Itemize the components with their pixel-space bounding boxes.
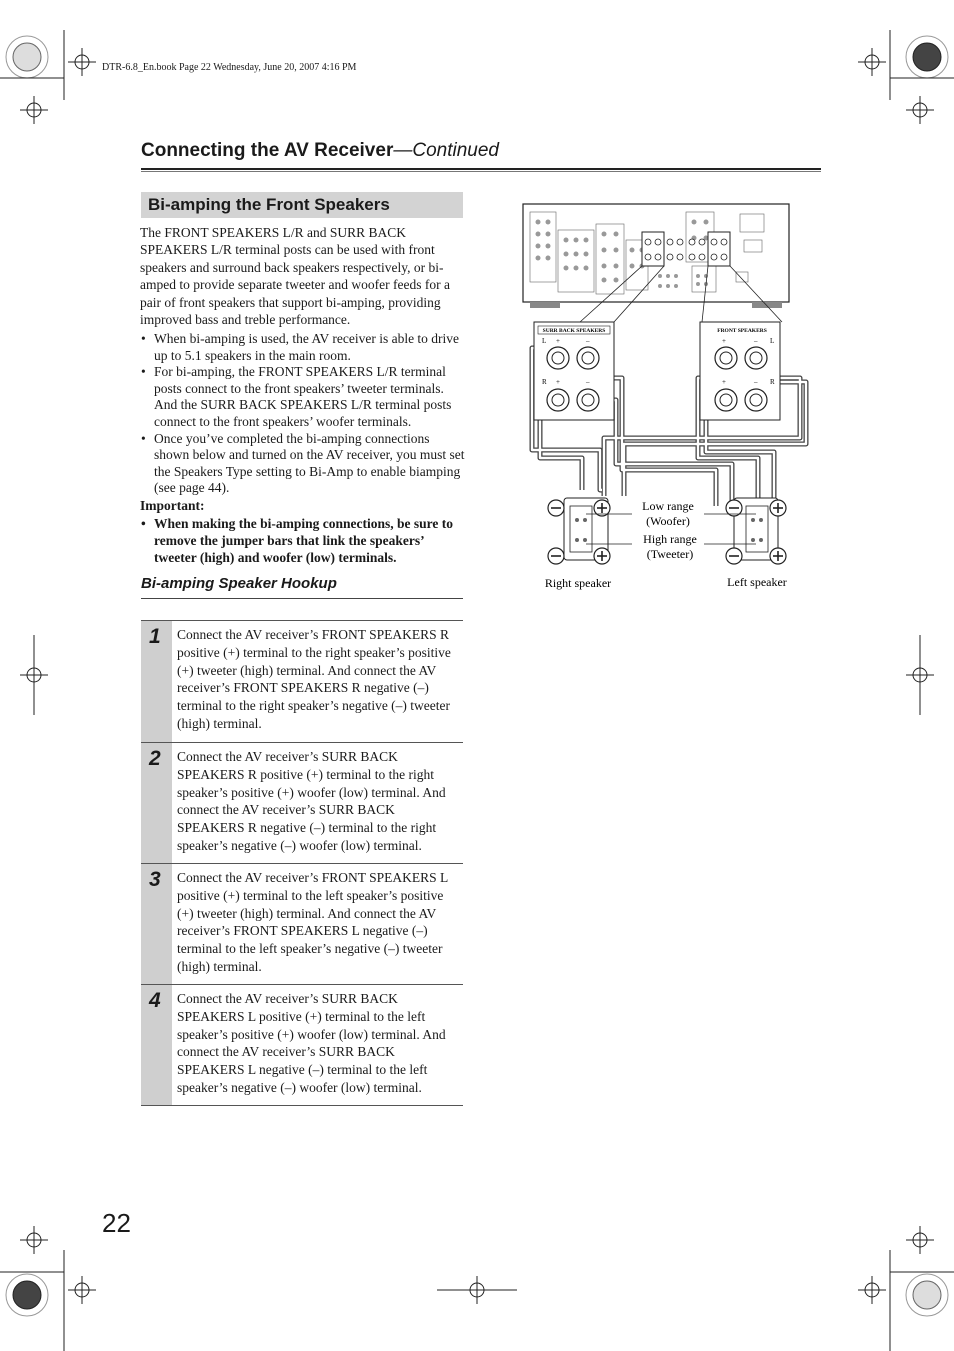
- tweeter-label: (Tweeter): [646, 547, 694, 561]
- bullet-item: • For bi-amping, the FRONT SPEAKERS L/R terminal posts connect to the front speakers’ tweeter terminals. And the SURR BACK SPEAKERS L/R terminal posts connect to the front speakers’ woofer terminals.: [140, 364, 465, 430]
- step-number: 4: [141, 985, 172, 1105]
- step-number: 1: [141, 621, 172, 742]
- header-rule: [141, 168, 821, 170]
- step-number: 3: [141, 864, 172, 984]
- intro-paragraph: The FRONT SPEAKERS L/R and SURR BACK SPEAKERS L/R terminal posts can be used with front speakers and surround back speakers respectively, or bi-amped to provide separate tweeter and woofer feeds for a pair of front speakers that support bi-amping, providing improved bass and treble performance.: [140, 225, 450, 328]
- page-title-continued: —Continued: [393, 140, 499, 161]
- low-range-label: Low range: [642, 499, 694, 513]
- important-note: • When making the bi-amping connections, be sure to remove the jumper bars that link the speakers’ tweeter (high) and woofer (low) terminals.: [140, 516, 465, 566]
- surr-back-label: SURR BACK SPEAKERS: [542, 328, 606, 334]
- step-text: Connect the AV receiver’s SURR BACK SPEAKERS R positive (+) terminal to the right speaker’s positive (+) woofer (low) terminal. And connect the AV receiver’s SURR BACK SPEAKERS R negative (–) terminal to the right speaker’s negative (–) woofer (low) terminal.: [177, 749, 446, 853]
- high-range-label: High range: [643, 532, 697, 546]
- plus-label: +: [556, 337, 560, 345]
- right-speaker-terminals: [548, 498, 610, 564]
- terminal-label-l: L: [542, 337, 547, 345]
- file-note: DTR-6.8_En.book Page 22 Wednesday, June 20, 2007 4:16 PM: [102, 62, 357, 73]
- right-speaker-label: Right speaker: [544, 576, 612, 590]
- woofer-label: (Woofer): [646, 514, 690, 528]
- minus-label: –: [754, 337, 758, 345]
- left-speaker-label: Left speaker: [727, 575, 787, 589]
- bullet-item: • When bi-amping is used, the AV receiver is able to drive up to 5.1 speakers in the main room.: [140, 331, 465, 364]
- front-speakers-label: FRONT SPEAKERS: [717, 328, 767, 334]
- terminal-label-r: R: [542, 378, 547, 386]
- receiver-back-panel: [523, 204, 789, 322]
- plus-label: +: [556, 378, 560, 386]
- page-title: [141, 140, 499, 162]
- step-row: [141, 620, 463, 742]
- plus-label: +: [722, 337, 726, 345]
- left-speaker-terminals: [726, 498, 786, 564]
- section-heading: Bi-amping the Front Speakers: [148, 195, 390, 214]
- minus-label: –: [586, 378, 590, 386]
- step-text: Connect the AV receiver’s FRONT SPEAKERS L positive (+) terminal to the left speaker’s positive (+) tweeter (high) terminal. And connect the AV receiver’s FRONT SPEAKERS L negative (–) terminal to the left speaker’s negative (–) tweeter (high) terminal.: [177, 870, 448, 974]
- step-number: 2: [141, 743, 172, 863]
- step-text: Connect the AV receiver’s SURR BACK SPEAKERS L positive (+) terminal to the left speaker’s positive (+) woofer (low) terminal. And connect the AV receiver’s SURR BACK SPEAKERS L negative (–) terminal to the left speaker’s negative (–) woofer (low) terminal.: [177, 991, 446, 1095]
- steps-table: [141, 620, 463, 1106]
- minus-label: –: [586, 337, 590, 345]
- minus-label: –: [754, 378, 758, 386]
- step-text: Connect the AV receiver’s FRONT SPEAKERS R positive (+) terminal to the right speaker’s positive (+) tweeter (high) terminal. And connect the AV receiver’s FRONT SPEAKERS R negative (–) terminal to the right speaker’s negative (–) tweeter (high) terminal.: [177, 627, 451, 731]
- hookup-heading: Bi-amping Speaker Hookup: [141, 575, 337, 592]
- page-title-main: Connecting the AV Receiver: [141, 140, 394, 161]
- step-row: [141, 984, 463, 1106]
- page-number: 22: [102, 1208, 131, 1238]
- terminal-label-r: R: [770, 378, 775, 386]
- bullet-item: • Once you’ve completed the bi-amping connections shown below and turned on the AV receiver, you must set the Speakers Type setting to Bi-Amp to enable biamping (see page 44).: [140, 431, 465, 497]
- header-rule-thin: [141, 171, 821, 172]
- terminal-label-l: L: [770, 337, 775, 345]
- important-label: Important:: [140, 498, 205, 513]
- biamp-wiring-diagram: [520, 200, 820, 595]
- bullet-list: [140, 331, 465, 497]
- step-row: [141, 863, 463, 984]
- plus-label: +: [722, 378, 726, 386]
- front-speakers-panel: [700, 322, 780, 420]
- step-row: [141, 742, 463, 863]
- hookup-heading-rule: [141, 598, 463, 599]
- surr-back-speakers-panel: [534, 322, 614, 420]
